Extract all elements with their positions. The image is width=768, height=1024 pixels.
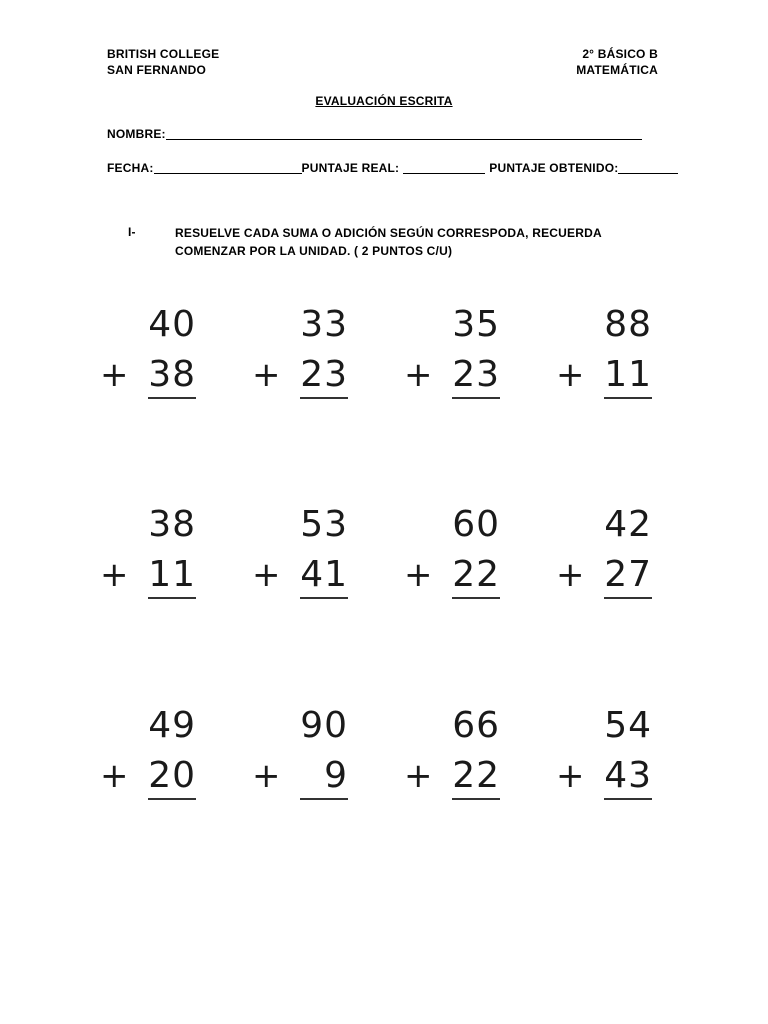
addend-bottom: 22 <box>452 554 500 595</box>
plus-sign: + <box>100 355 129 395</box>
course-block <box>576 46 658 78</box>
addend-bottom: 38 <box>148 354 196 395</box>
puntaje-real-label: PUNTAJE REAL: <box>301 161 400 175</box>
addend-top: 40 <box>148 304 196 345</box>
addend-top: 53 <box>300 504 348 545</box>
nombre-blank[interactable] <box>166 127 642 140</box>
sum-underline <box>604 397 652 399</box>
plus-sign: + <box>556 355 585 395</box>
sum-underline <box>300 397 348 399</box>
nombre-label: NOMBRE: <box>107 127 166 141</box>
sum-underline <box>604 798 652 800</box>
addend-bottom: 27 <box>604 554 652 595</box>
addend-top: 33 <box>300 304 348 345</box>
addend-top: 90 <box>300 705 348 746</box>
puntaje-real-blank[interactable] <box>403 161 485 174</box>
subject-label: MATEMÁTICA <box>576 63 658 77</box>
plus-sign: + <box>556 555 585 595</box>
puntaje-obtenido-blank[interactable] <box>618 161 678 174</box>
page-title-text: EVALUACIÓN ESCRITA <box>315 94 453 108</box>
addend-top: 35 <box>452 304 500 345</box>
plus-sign: + <box>100 555 129 595</box>
sum-underline <box>452 397 500 399</box>
date-score-row <box>107 160 678 176</box>
addend-bottom: 9 <box>324 755 348 796</box>
addend-bottom: 43 <box>604 755 652 796</box>
plus-sign: + <box>252 555 281 595</box>
addition-problem <box>556 305 666 415</box>
puntaje-obtenido-label: PUNTAJE OBTENIDO: <box>489 161 619 175</box>
sum-underline <box>452 597 500 599</box>
sum-underline <box>604 597 652 599</box>
school-name-block <box>107 46 219 78</box>
sum-underline <box>300 597 348 599</box>
addend-bottom: 23 <box>300 354 348 395</box>
plus-sign: + <box>404 355 433 395</box>
grade-label: 2° BÁSICO B <box>582 47 658 61</box>
plus-sign: + <box>404 756 433 796</box>
plus-sign: + <box>100 756 129 796</box>
addend-bottom: 23 <box>452 354 500 395</box>
addition-problem <box>252 706 362 816</box>
addend-bottom: 22 <box>452 755 500 796</box>
plus-sign: + <box>556 756 585 796</box>
school-name: BRITISH COLLEGE <box>107 47 220 61</box>
addition-problem <box>556 706 666 816</box>
school-location: SAN FERNANDO <box>107 63 207 77</box>
fecha-blank[interactable] <box>154 161 302 174</box>
name-field-row <box>107 126 642 142</box>
sum-underline <box>452 798 500 800</box>
addend-top: 88 <box>604 304 652 345</box>
sum-underline <box>148 597 196 599</box>
plus-sign: + <box>252 355 281 395</box>
addend-bottom: 41 <box>300 554 348 595</box>
addend-top: 42 <box>604 504 652 545</box>
addition-problem <box>404 505 514 615</box>
fecha-label: FECHA: <box>107 161 154 175</box>
addition-problem <box>404 706 514 816</box>
addition-problem <box>252 305 362 415</box>
addend-top: 66 <box>452 705 500 746</box>
addition-problem <box>100 706 210 816</box>
addend-top: 60 <box>452 504 500 545</box>
addition-problem <box>252 505 362 615</box>
plus-sign: + <box>252 756 281 796</box>
sum-underline <box>148 798 196 800</box>
addend-bottom: 11 <box>148 554 196 595</box>
page-title <box>0 93 768 109</box>
addend-top: 49 <box>148 705 196 746</box>
plus-sign: + <box>404 555 433 595</box>
addend-bottom: 11 <box>604 354 652 395</box>
addition-problem <box>404 305 514 415</box>
addend-top: 54 <box>604 705 652 746</box>
addend-top: 38 <box>148 504 196 545</box>
sum-underline <box>148 397 196 399</box>
addend-bottom: 20 <box>148 755 196 796</box>
instruction-text: RESUELVE CADA SUMA O ADICIÓN SEGÚN CORRESPODA, RECUERDA COMENZAR POR LA UNIDAD. ( 2 PUNTOS C/U) <box>175 226 602 258</box>
addition-problem <box>556 505 666 615</box>
addition-problem <box>100 505 210 615</box>
section-number: I- <box>128 225 136 239</box>
sum-underline <box>300 798 348 800</box>
addition-problem <box>100 305 210 415</box>
